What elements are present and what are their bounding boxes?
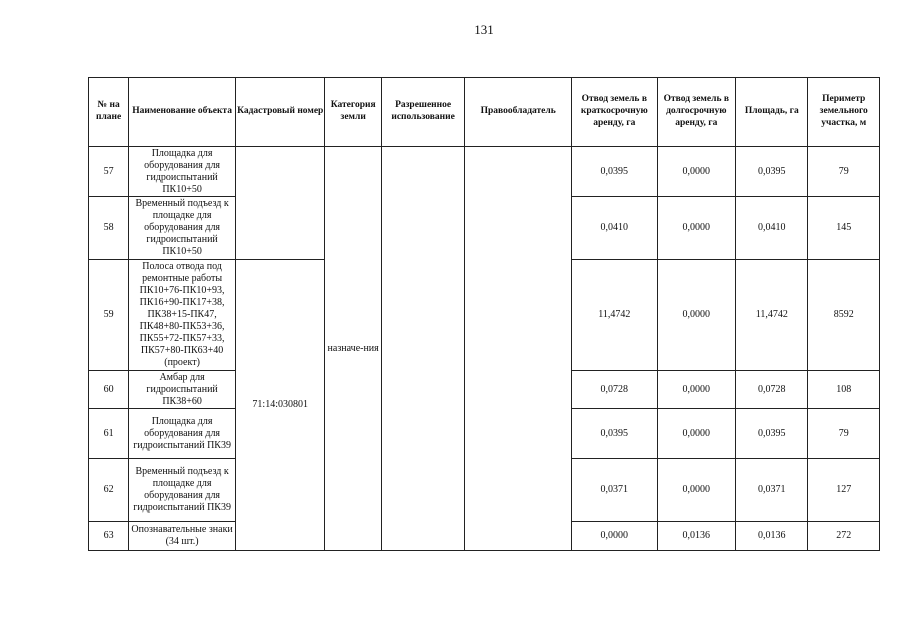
owner-cell bbox=[465, 147, 572, 551]
perimeter-value: 127 bbox=[808, 459, 880, 522]
area-value: 0,0728 bbox=[736, 371, 808, 409]
long-term-value: 0,0000 bbox=[657, 260, 735, 371]
area-value: 0,0395 bbox=[736, 409, 808, 459]
short-term-value: 0,0728 bbox=[572, 371, 658, 409]
cadastral-number: 71:14:030801 bbox=[235, 260, 325, 551]
area-value: 11,4742 bbox=[736, 260, 808, 371]
short-term-value: 0,0395 bbox=[572, 147, 658, 197]
object-name: Амбар для гидроиспытаний ПК38+60 bbox=[129, 371, 236, 409]
short-term-value: 0,0395 bbox=[572, 409, 658, 459]
short-term-value: 11,4742 bbox=[572, 260, 658, 371]
short-term-value: 0,0000 bbox=[572, 522, 658, 551]
header-short-term: Отвод земель в краткосрочную аренду, га bbox=[572, 78, 658, 147]
long-term-value: 0,0000 bbox=[657, 409, 735, 459]
row-number: 63 bbox=[89, 522, 129, 551]
short-term-value: 0,0410 bbox=[572, 197, 658, 260]
long-term-value: 0,0000 bbox=[657, 147, 735, 197]
table-header-row bbox=[89, 78, 880, 147]
long-term-value: 0,0000 bbox=[657, 197, 735, 260]
area-value: 0,0395 bbox=[736, 147, 808, 197]
row-number: 57 bbox=[89, 147, 129, 197]
header-usage: Разрешенное использование bbox=[381, 78, 465, 147]
row-number: 59 bbox=[89, 260, 129, 371]
row-number: 60 bbox=[89, 371, 129, 409]
area-value: 0,0371 bbox=[736, 459, 808, 522]
land-allocation-table bbox=[88, 77, 880, 551]
object-name: Площадка для оборудования для гидроиспытаний ПК39 bbox=[129, 409, 236, 459]
perimeter-value: 79 bbox=[808, 409, 880, 459]
usage-cell bbox=[381, 147, 465, 551]
object-name: Временный подъезд к площадке для оборудования для гидроиспытаний ПК10+50 bbox=[129, 197, 236, 260]
perimeter-value: 108 bbox=[808, 371, 880, 409]
area-value: 0,0410 bbox=[736, 197, 808, 260]
header-perimeter: Периметр земельного участка, м bbox=[808, 78, 880, 147]
object-name: Площадка для оборудования для гидроиспытаний ПК10+50 bbox=[129, 147, 236, 197]
perimeter-value: 8592 bbox=[808, 260, 880, 371]
row-number: 58 bbox=[89, 197, 129, 260]
category-cell: назначе-ния bbox=[325, 147, 381, 551]
long-term-value: 0,0000 bbox=[657, 459, 735, 522]
header-name: Наименование объекта bbox=[129, 78, 236, 147]
long-term-value: 0,0000 bbox=[657, 371, 735, 409]
header-long-term: Отвод земель в долгосрочную аренду, га bbox=[657, 78, 735, 147]
object-name: Опознавательные знаки (34 шт.) bbox=[129, 522, 236, 551]
table-row bbox=[89, 147, 880, 197]
perimeter-value: 145 bbox=[808, 197, 880, 260]
object-name: Полоса отвода под ремонтные работы ПК10+76-ПК10+93, ПК16+90-ПК17+38, ПК38+15-ПК47, ПК48+80-ПК53+36, ПК55+72-ПК57+33, ПК57+80-ПК63+40 (проект) bbox=[129, 260, 236, 371]
row-number: 61 bbox=[89, 409, 129, 459]
short-term-value: 0,0371 bbox=[572, 459, 658, 522]
long-term-value: 0,0136 bbox=[657, 522, 735, 551]
header-cadastral: Кадастровый номер bbox=[235, 78, 325, 147]
object-name: Временный подъезд к площадке для оборудования для гидроиспытаний ПК39 bbox=[129, 459, 236, 522]
header-category: Категория земли bbox=[325, 78, 381, 147]
header-area: Площадь, га bbox=[736, 78, 808, 147]
perimeter-value: 79 bbox=[808, 147, 880, 197]
cadastral-cell-empty bbox=[235, 147, 325, 260]
header-num: № на плане bbox=[89, 78, 129, 147]
header-owner: Правообладатель bbox=[465, 78, 572, 147]
row-number: 62 bbox=[89, 459, 129, 522]
perimeter-value: 272 bbox=[808, 522, 880, 551]
area-value: 0,0136 bbox=[736, 522, 808, 551]
page-number: 131 bbox=[474, 22, 494, 37]
